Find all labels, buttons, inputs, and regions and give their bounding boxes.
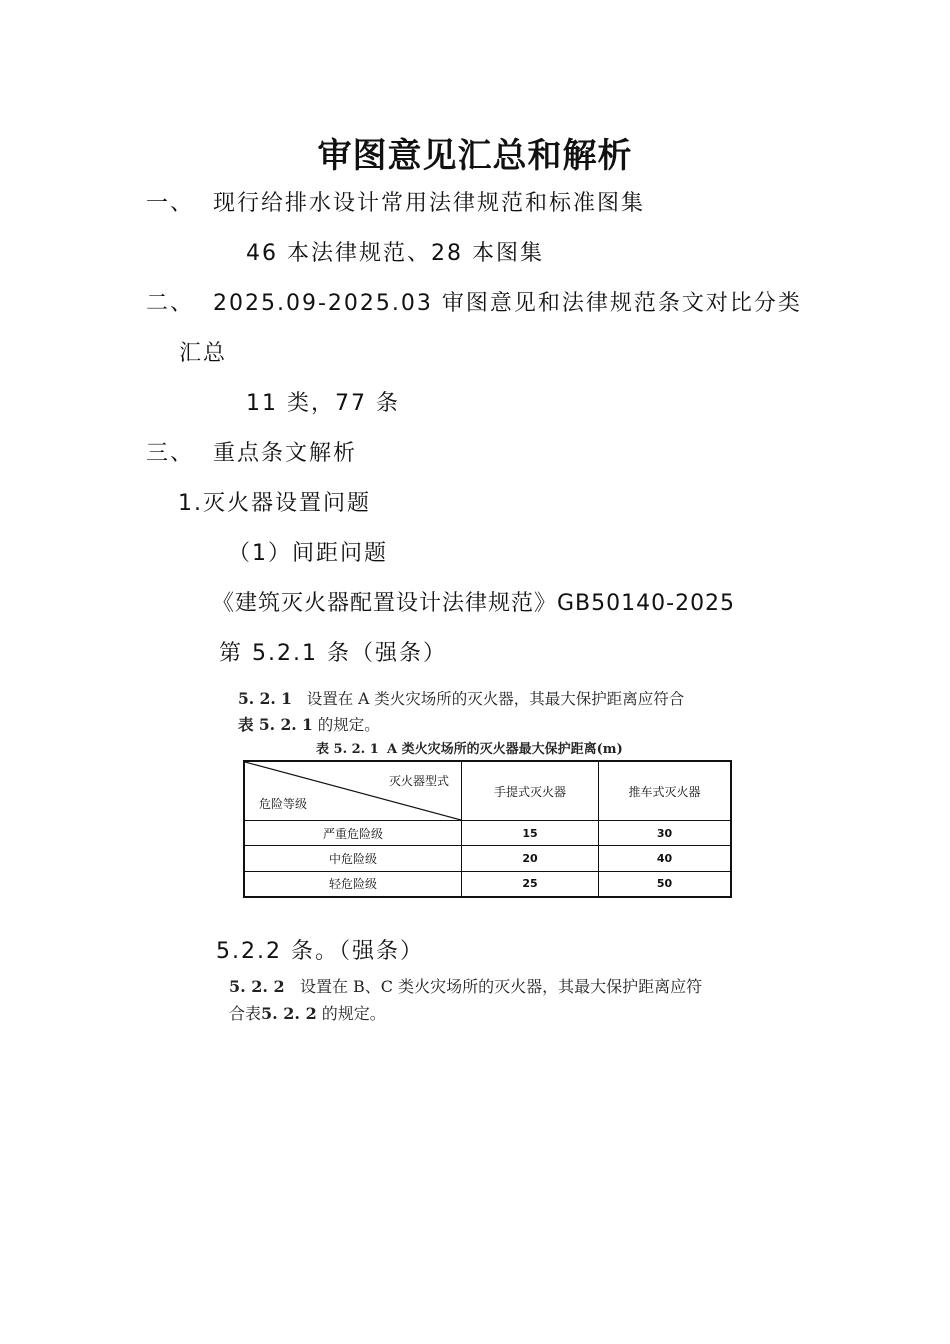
header-portable: 手提式灭火器 (462, 761, 599, 821)
section-3-marker: 三、 (146, 441, 195, 466)
section-2-marker: 二、 (146, 291, 195, 316)
item-1-subheading: （1）间距问题 (228, 541, 388, 566)
page-title: 审图意见汇总和解析 (317, 136, 633, 176)
table-caption-number: 表 5. 2. 1 (316, 742, 379, 757)
clause-521-line1: 设置在 A 类火灾场所的灭火器，其最大保护距离应符合 (306, 690, 685, 708)
cell-portable: 15 (462, 821, 599, 846)
table-caption (316, 736, 623, 763)
section-2-heading-cont: 汇总 (179, 341, 228, 366)
section-1-marker: 一、 (146, 191, 195, 216)
table-corner-cell (244, 761, 462, 821)
cell-portable: 20 (462, 846, 599, 871)
cell-portable: 25 (462, 871, 599, 897)
clause-522-number: 5. 2. 2 (229, 977, 285, 996)
clause-522-line2-rest: 的规定。 (321, 1004, 386, 1023)
cell-wheeled: 50 (599, 871, 732, 897)
row-level: 中危险级 (244, 846, 462, 871)
clause-522-line2-a: 合表 (229, 1004, 262, 1023)
table-caption-text: A 类火灾场所的灭火器最大保护距离(m) (387, 742, 623, 757)
section-1-heading: 现行给排水设计常用法律规范和标准图集 (213, 191, 646, 216)
column-header-type: 灭火器型式 (388, 774, 449, 788)
max-protection-distance-table (243, 760, 732, 898)
clause-521-reference: 第 5.2.1 条（强条） (219, 641, 447, 666)
table-row (244, 821, 731, 846)
cell-wheeled: 30 (599, 821, 732, 846)
row-level: 轻危险级 (244, 871, 462, 897)
clause-522-text-line2 (229, 1000, 386, 1027)
clause-522-line1: 设置在 B、C 类火灾场所的灭火器，其最大保护距离应符 (299, 977, 703, 996)
section-2-summary: 11 类，77 条 (246, 391, 400, 416)
clause-521-table-ref: 表 5. 2. 1 (238, 715, 313, 734)
table-row (244, 846, 731, 871)
clause-522-text (229, 973, 702, 1000)
clause-522-reference: 5.2.2 条。（强条） (216, 939, 424, 964)
clause-521-number: 5. 2. 1 (238, 689, 292, 708)
clause-521-line2: 的规定。 (317, 716, 380, 734)
section-2-heading: 2025.09-2025.03 审图意见和法律规范条文对比分类 (213, 291, 802, 316)
header-wheeled: 推车式灭火器 (599, 761, 732, 821)
clause-522-table-ref: 5. 2. 2 (261, 1004, 317, 1023)
row-level: 严重危险级 (244, 821, 462, 846)
clause-521-text-line2 (238, 711, 380, 739)
row-header-level: 危险等级 (259, 797, 308, 811)
item-1-heading: 1.灭火器设置问题 (178, 491, 371, 516)
clause-521-text (238, 685, 684, 713)
section-3-heading: 重点条文解析 (213, 441, 358, 466)
standard-reference: 《建筑灭火器配置设计法律规范》GB50140-2025 (212, 591, 736, 616)
cell-wheeled: 40 (599, 846, 732, 871)
table-row (244, 871, 731, 897)
section-1-summary: 46 本法律规范、28 本图集 (246, 241, 544, 266)
